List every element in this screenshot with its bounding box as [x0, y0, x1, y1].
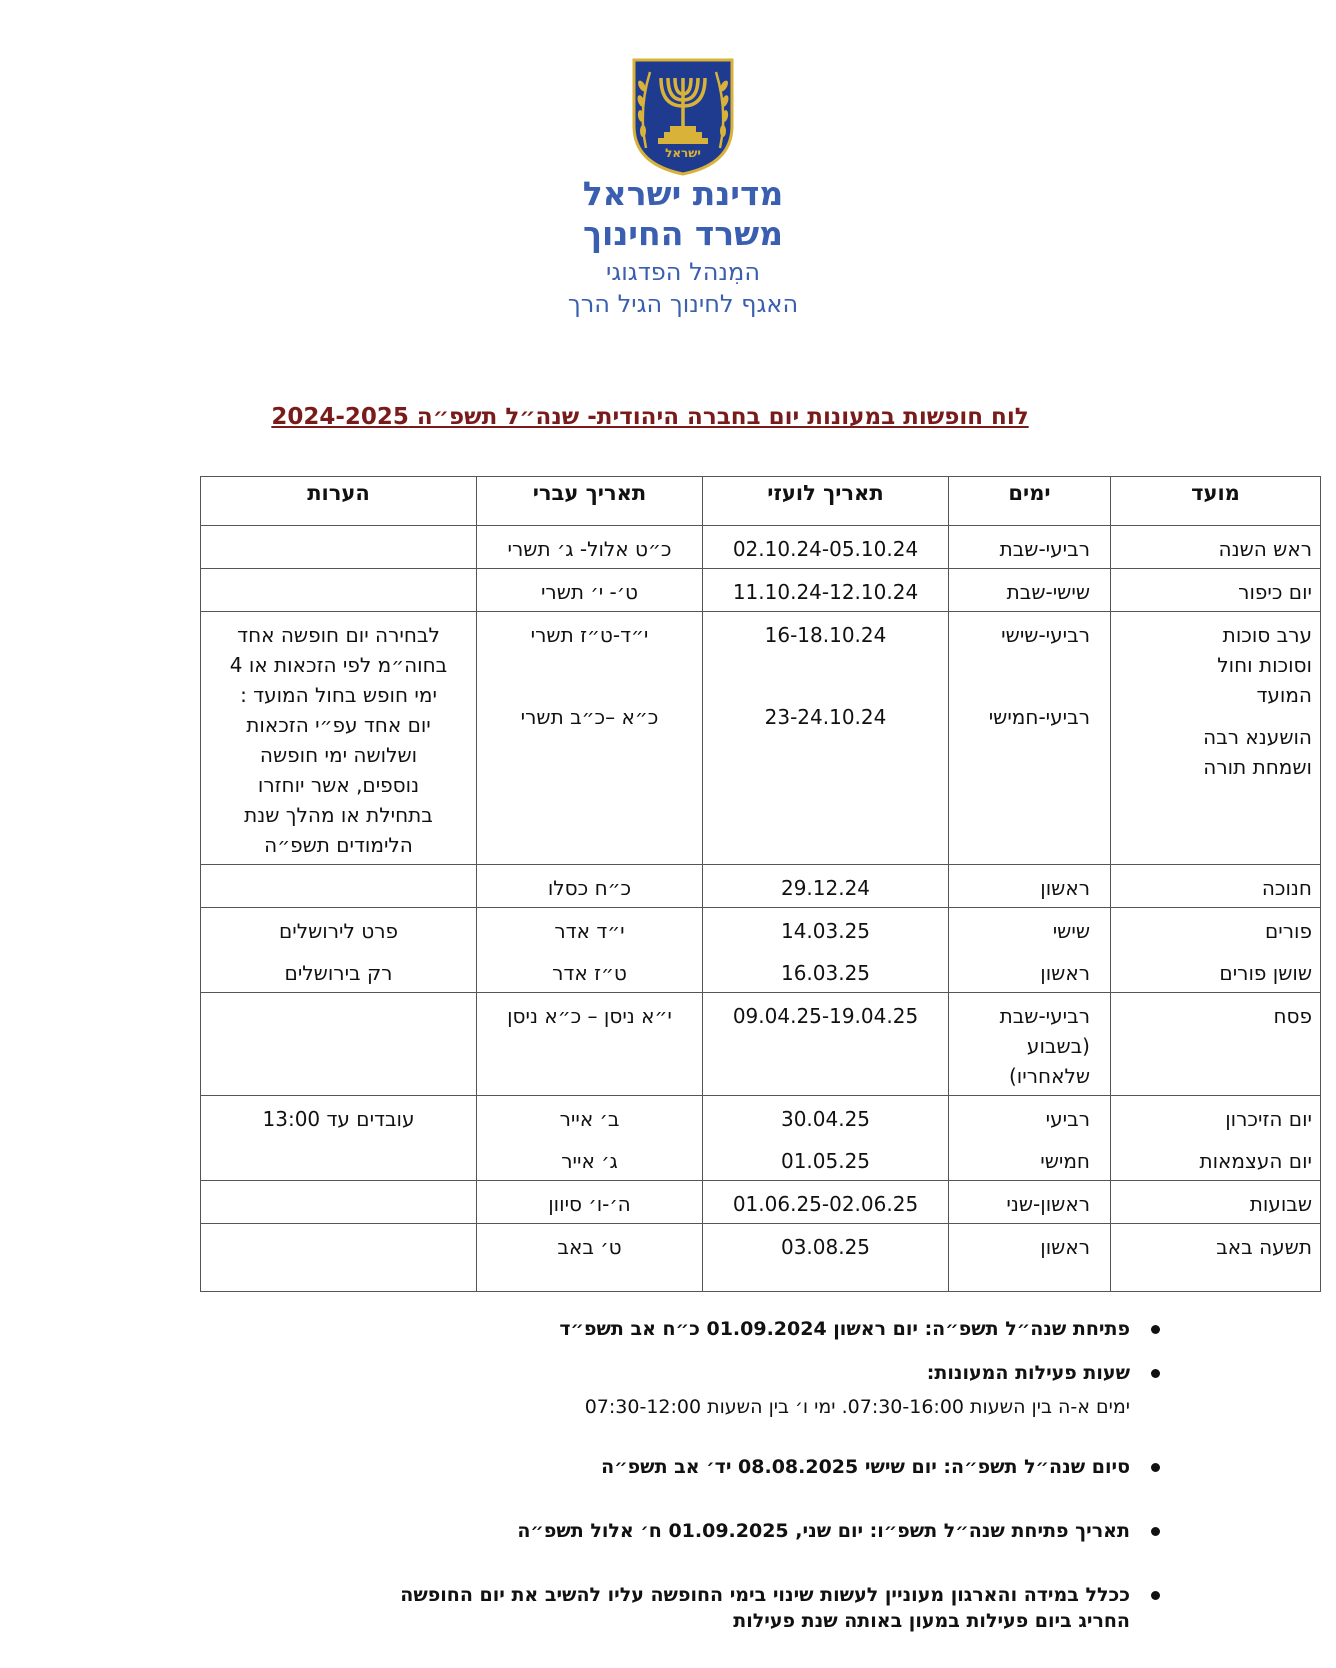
administration-name: המִנהל הפדגוגי [606, 258, 760, 286]
cell-gregorian: 14.03.25 16.03.25 [703, 908, 949, 993]
bullet-icon [1151, 1325, 1160, 1334]
header-days: ימים [949, 477, 1111, 526]
header-hebrew: תאריך עברי [477, 477, 703, 526]
cell-hebrew: י״א ניסן – כ״א ניסן [477, 993, 703, 1096]
cell-gregorian: 30.04.25 01.05.25 [703, 1096, 949, 1181]
cell-gregorian: 03.08.25 [703, 1224, 949, 1292]
cell-hebrew: כ״ח כסלו [477, 865, 703, 908]
list-item [240, 1582, 1160, 1634]
cell-hebrew: י״ד-ט״ז תשרי כ״א –כ״ב תשרי [477, 612, 703, 865]
cell-notes [201, 569, 477, 612]
list-item [240, 1360, 1160, 1420]
bullet-icon [1151, 1463, 1160, 1472]
cell-days: רביעי-שישי רביעי-חמישי [949, 612, 1111, 865]
table-row [201, 1224, 1321, 1292]
emblem-caption: ישראל [665, 146, 701, 160]
ministry-name: משרד החינוך [582, 214, 784, 253]
table-row [201, 1181, 1321, 1224]
hours-title-text: שעות פעילות המעונות: [926, 1362, 1130, 1384]
bullet-icon [1151, 1591, 1160, 1600]
table-row [201, 569, 1321, 612]
cell-notes: עובדים עד 13:00 [201, 1096, 477, 1181]
table-row [201, 908, 1321, 993]
state-emblem-icon [628, 56, 738, 176]
closing-date-text: סיום שנה״ל תשפ״ה: יום שישי 08.08.2025 יד׳ אב תשפ״ה [601, 1456, 1130, 1478]
cell-notes [201, 865, 477, 908]
cell-gregorian: 02.10.24-05.10.24 [703, 526, 949, 569]
table-row [201, 612, 1321, 865]
cell-gregorian: 01.06.25-02.06.25 [703, 1181, 949, 1224]
bullet-icon [1151, 1369, 1160, 1378]
cell-gregorian: 09.04.25-19.04.25 [703, 993, 949, 1096]
cell-event: יום כיפור [1111, 569, 1321, 612]
cell-days: רביעי-שבת [949, 526, 1111, 569]
list-item [240, 1518, 1160, 1544]
document-title: לוח חופשות במעונות יום בחברה היהודית- שנה״ל תשפ״ה 2024-2025 [271, 404, 1029, 430]
cell-event: חנוכה [1111, 865, 1321, 908]
cell-hebrew: ב׳ אייר ג׳ אייר [477, 1096, 703, 1181]
holiday-table [200, 476, 1321, 1292]
cell-gregorian: 16-18.10.24 23-24.10.24 [703, 612, 949, 865]
cell-days: ראשון-שני [949, 1181, 1111, 1224]
cell-gregorian: 29.12.24 [703, 865, 949, 908]
cell-event: ראש השנה [1111, 526, 1321, 569]
cell-days: ראשון [949, 1224, 1111, 1292]
cell-days: רביעי חמישי [949, 1096, 1111, 1181]
cell-hebrew: ט׳ באב [477, 1224, 703, 1292]
cell-hebrew: י״ד אדר ט״ז אדר [477, 908, 703, 993]
header-event: מועד [1111, 477, 1321, 526]
cell-notes [201, 526, 477, 569]
cell-notes: לבחירה יום חופשה אחד בחוה״מ לפי הזכאות או 4 ימי חופש בחול המועד : יום אחד עפ״י הזכאות ושלושה ימי חופשה נוספים, אשר יוחזרו בתחילת או מהלך שנת הלימודים תשפ״ה [201, 612, 477, 865]
state-name: מדינת ישראל [582, 174, 784, 213]
rule-text-line2: החריג ביום פעילות במעון באותה שנת פעילות [733, 1610, 1130, 1632]
table-header-row [201, 477, 1321, 526]
list-item [240, 1454, 1160, 1480]
cell-event: פסח [1111, 993, 1321, 1096]
bullet-icon [1151, 1527, 1160, 1536]
table-row [201, 993, 1321, 1096]
cell-event: ערב סוכות וסוכות וחול המועד הושענא רבה ושמחת תורה [1111, 612, 1321, 865]
cell-notes [201, 1181, 477, 1224]
cell-notes [201, 1224, 477, 1292]
cell-days: רביעי-שבת (בשבוע שלאחריו) [949, 993, 1111, 1096]
notes-list [240, 1316, 1160, 1668]
cell-event: שבועות [1111, 1181, 1321, 1224]
table-row [201, 1096, 1321, 1181]
header-gregorian: תאריך לועזי [703, 477, 949, 526]
cell-event: פורים שושן פורים [1111, 908, 1321, 993]
cell-hebrew: ט׳- י׳ תשרי [477, 569, 703, 612]
cell-days: שישי-שבת [949, 569, 1111, 612]
list-item [240, 1316, 1160, 1342]
table-row [201, 865, 1321, 908]
cell-notes: פרט לירושלים רק בירושלים [201, 908, 477, 993]
cell-hebrew: כ״ט אלול- ג׳ תשרי [477, 526, 703, 569]
division-name: האגף לחינוך הגיל הרך [567, 290, 799, 318]
hours-detail-text: ימים א-ה בין השעות 07:30-16:00. ימי ו׳ בין השעות 07:30-12:00 [584, 1396, 1130, 1418]
opening-date-text: פתיחת שנה״ל תשפ״ה: יום ראשון 01.09.2024 כ״ח אב תשפ״ד [559, 1318, 1130, 1340]
header-notes: הערות [201, 477, 477, 526]
cell-days: שישי ראשון [949, 908, 1111, 993]
rule-text-line1: ככלל במידה והארגון מעוניין לעשות שינוי בימי החופשה עליו להשיב את יום החופשה [400, 1584, 1130, 1606]
table-row [201, 526, 1321, 569]
cell-notes [201, 993, 477, 1096]
cell-days: ראשון [949, 865, 1111, 908]
cell-gregorian: 11.10.24-12.10.24 [703, 569, 949, 612]
cell-hebrew: ה׳-ו׳ סיוון [477, 1181, 703, 1224]
cell-event: יום הזיכרון יום העצמאות [1111, 1096, 1321, 1181]
cell-event: תשעה באב [1111, 1224, 1321, 1292]
next-opening-text: תאריך פתיחת שנה״ל תשפ״ו: יום שני, 01.09.2025 ח׳ אלול תשפ״ה [517, 1520, 1130, 1542]
